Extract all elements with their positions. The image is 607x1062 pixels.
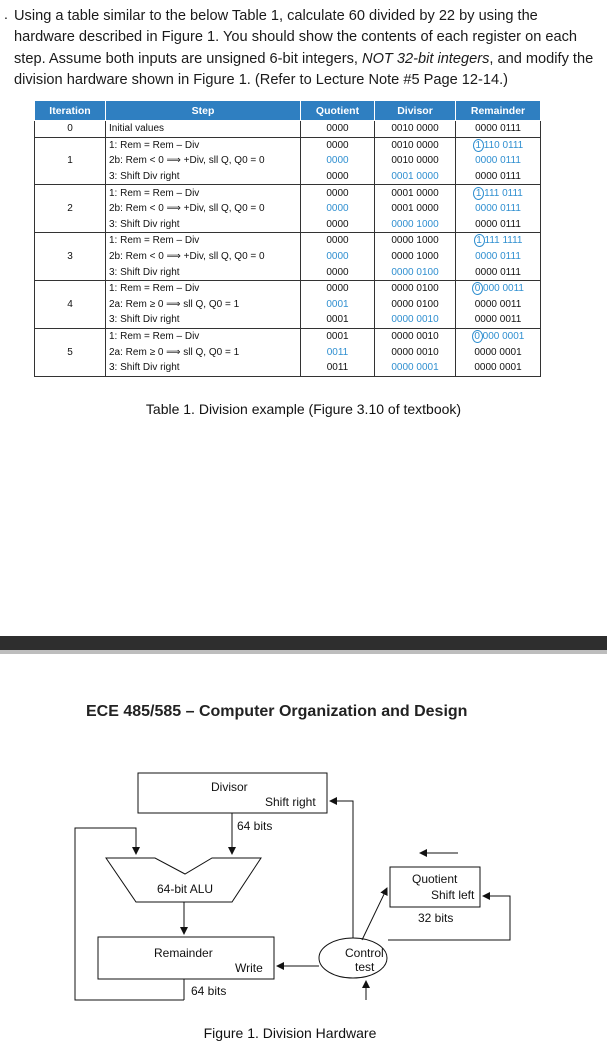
quotient-cell: 0000 <box>301 137 375 153</box>
remainder-cell: 0000 0001 <box>456 344 541 360</box>
step-cell: 3: Shift Div right <box>106 217 301 233</box>
step-cell: 2a: Rem ≥ 0 ⟹ sll Q, Q0 = 1 <box>106 297 301 313</box>
divisor-cell: 0010 0000 <box>375 121 456 138</box>
header-remainder: Remainder <box>456 101 541 121</box>
divisor-bits-label: 64 bits <box>237 819 273 833</box>
step-cell: 3: Shift Div right <box>106 360 301 376</box>
table-header-row <box>35 101 541 121</box>
step-cell: 1: Rem = Rem – Div <box>106 185 301 201</box>
control-to-quotient-line <box>362 888 387 940</box>
control-test-label: test <box>355 960 375 974</box>
remainder-cell <box>456 185 541 201</box>
divisor-cell: 0000 0100 <box>375 280 456 296</box>
remainder-cell <box>456 137 541 153</box>
question-emphasis: NOT 32-bit integers <box>362 50 490 67</box>
table-row <box>35 201 541 217</box>
step-cell: 3: Shift Div right <box>106 312 301 328</box>
table-row <box>35 169 541 185</box>
quotient-cell: 0001 <box>301 297 375 313</box>
remainder-cell <box>456 328 541 344</box>
quotient-cell: 0011 <box>301 344 375 360</box>
quotient-cell: 0000 <box>301 121 375 138</box>
table-row <box>35 153 541 169</box>
quotient-cell: 0001 <box>301 312 375 328</box>
divisor-cell: 0010 0000 <box>375 153 456 169</box>
table-row <box>35 344 541 360</box>
divisor-cell: 0001 0000 <box>375 169 456 185</box>
step-cell: 1: Rem = Rem – Div <box>106 328 301 344</box>
table-row <box>35 297 541 313</box>
header-divisor: Divisor <box>375 101 456 121</box>
header-quotient: Quotient <box>301 101 375 121</box>
remainder-rest: 000 0001 <box>482 331 525 343</box>
section-divider <box>0 636 607 650</box>
quotient-cell: 0001 <box>301 328 375 344</box>
question-text <box>14 6 600 92</box>
remainder-cell: 0000 0111 <box>456 249 541 265</box>
divisor-label: Divisor <box>211 780 248 794</box>
shift-right-label: Shift right <box>265 795 316 809</box>
iteration-cell: 0 <box>35 121 106 138</box>
step-cell: 1: Rem = Rem – Div <box>106 233 301 249</box>
remainder-cell: 0000 0111 <box>456 121 541 138</box>
quotient-cell: 0000 <box>301 201 375 217</box>
division-hardware-diagram <box>0 760 607 1022</box>
bullet-mark: . <box>4 6 8 22</box>
step-cell: 3: Shift Div right <box>106 169 301 185</box>
table-row <box>35 233 541 249</box>
divisor-cell: 0000 0010 <box>375 328 456 344</box>
question-part2: , and modify the division hardware shown in Figure 1. (Refer to Lecture Note #5 Page 12-14.) <box>14 50 594 89</box>
sign-bit-circle: 1 <box>473 187 484 200</box>
figure-caption: Figure 1. Division Hardware <box>203 1025 377 1041</box>
shift-left-label: Shift left <box>431 888 475 902</box>
divisor-cell: 0000 0100 <box>375 264 456 280</box>
step-cell: 2b: Rem < 0 ⟹ +Div, sll Q, Q0 = 0 <box>106 153 301 169</box>
remainder-rest: 111 1111 <box>484 235 523 247</box>
quotient-cell: 0000 <box>301 280 375 296</box>
sign-bit-circle: 1 <box>473 139 484 152</box>
divisor-cell: 0001 0000 <box>375 201 456 217</box>
divisor-cell: 0000 0010 <box>375 312 456 328</box>
quotient-cell: 0000 <box>301 185 375 201</box>
remainder-cell: 0000 0011 <box>456 297 541 313</box>
division-table <box>34 100 541 377</box>
control-to-shift-right-line <box>330 801 353 938</box>
divisor-cell: 0000 0010 <box>375 344 456 360</box>
section-divider-shadow <box>0 650 607 654</box>
step-cell: 2a: Rem ≥ 0 ⟹ sll Q, Q0 = 1 <box>106 344 301 360</box>
remainder-cell: 0000 0111 <box>456 201 541 217</box>
table-row <box>35 249 541 265</box>
table-caption: Table 1. Division example (Figure 3.10 of textbook) <box>145 401 462 417</box>
table-row <box>35 217 541 233</box>
remainder-cell: 0000 0111 <box>456 217 541 233</box>
sign-bit-circle: 0 <box>472 330 483 343</box>
table-body <box>35 121 541 377</box>
iteration-cell: 5 <box>35 328 106 376</box>
header-step: Step <box>106 101 301 121</box>
table-row <box>35 121 541 138</box>
divisor-cell: 0000 1000 <box>375 249 456 265</box>
sign-bit-circle: 0 <box>472 282 483 295</box>
divisor-cell: 0000 1000 <box>375 217 456 233</box>
quotient-cell: 0000 <box>301 233 375 249</box>
table-row <box>35 185 541 201</box>
table-row <box>35 280 541 296</box>
step-cell: 1: Rem = Rem – Div <box>106 280 301 296</box>
divisor-cell: 0000 0001 <box>375 360 456 376</box>
divisor-cell: 0000 1000 <box>375 233 456 249</box>
course-title: ECE 485/585 – Computer Organization and Design <box>86 703 468 720</box>
table-row <box>35 137 541 153</box>
question-part1: Using a table similar to the below Table 1, calculate 60 divided by 22 by using the hardware described in Figure 1. You should show the contents of each register on each step. Assume both inputs are unsigned 6-bit integers, <box>14 8 578 67</box>
write-label: Write <box>235 961 263 975</box>
divisor-cell: 0010 0000 <box>375 137 456 153</box>
iteration-cell: 3 <box>35 233 106 281</box>
alu-label: 64-bit ALU <box>157 882 214 896</box>
table-row <box>35 312 541 328</box>
quotient-cell: 0000 <box>301 249 375 265</box>
remainder-cell <box>456 280 541 296</box>
divisor-cell: 0000 0100 <box>375 297 456 313</box>
remainder-rest: 110 0111 <box>483 139 524 151</box>
remainder-cell: 0000 0111 <box>456 264 541 280</box>
table-row <box>35 360 541 376</box>
quotient-cell: 0000 <box>301 264 375 280</box>
remainder-label: Remainder <box>154 946 213 960</box>
remainder-rest: 111 0111 <box>484 187 523 199</box>
remainder-cell: 0000 0111 <box>456 153 541 169</box>
step-cell: Initial values <box>106 121 301 138</box>
remainder-cell: 0000 0001 <box>456 360 541 376</box>
iteration-cell: 1 <box>35 137 106 185</box>
quotient-cell: 0011 <box>301 360 375 376</box>
quotient-label: Quotient <box>412 872 458 886</box>
remainder-cell: 0000 0111 <box>456 169 541 185</box>
step-cell: 3: Shift Div right <box>106 264 301 280</box>
step-cell: 2b: Rem < 0 ⟹ +Div, sll Q, Q0 = 0 <box>106 249 301 265</box>
iteration-cell: 4 <box>35 280 106 328</box>
remainder-cell <box>456 233 541 249</box>
control-label: Control <box>345 946 384 960</box>
iteration-cell: 2 <box>35 185 106 233</box>
quotient-cell: 0000 <box>301 153 375 169</box>
step-cell: 1: Rem = Rem – Div <box>106 137 301 153</box>
remainder-cell: 0000 0011 <box>456 312 541 328</box>
quotient-bits-label: 32 bits <box>418 911 454 925</box>
table-row <box>35 264 541 280</box>
table-row <box>35 328 541 344</box>
divisor-cell: 0001 0000 <box>375 185 456 201</box>
sign-bit-circle: 1 <box>474 234 485 247</box>
quotient-cell: 0000 <box>301 217 375 233</box>
remainder-rest: 000 0011 <box>483 283 524 295</box>
quotient-cell: 0000 <box>301 169 375 185</box>
header-iteration: Iteration <box>35 101 106 121</box>
remainder-bits-label: 64 bits <box>191 984 227 998</box>
step-cell: 2b: Rem < 0 ⟹ +Div, sll Q, Q0 = 0 <box>106 201 301 217</box>
